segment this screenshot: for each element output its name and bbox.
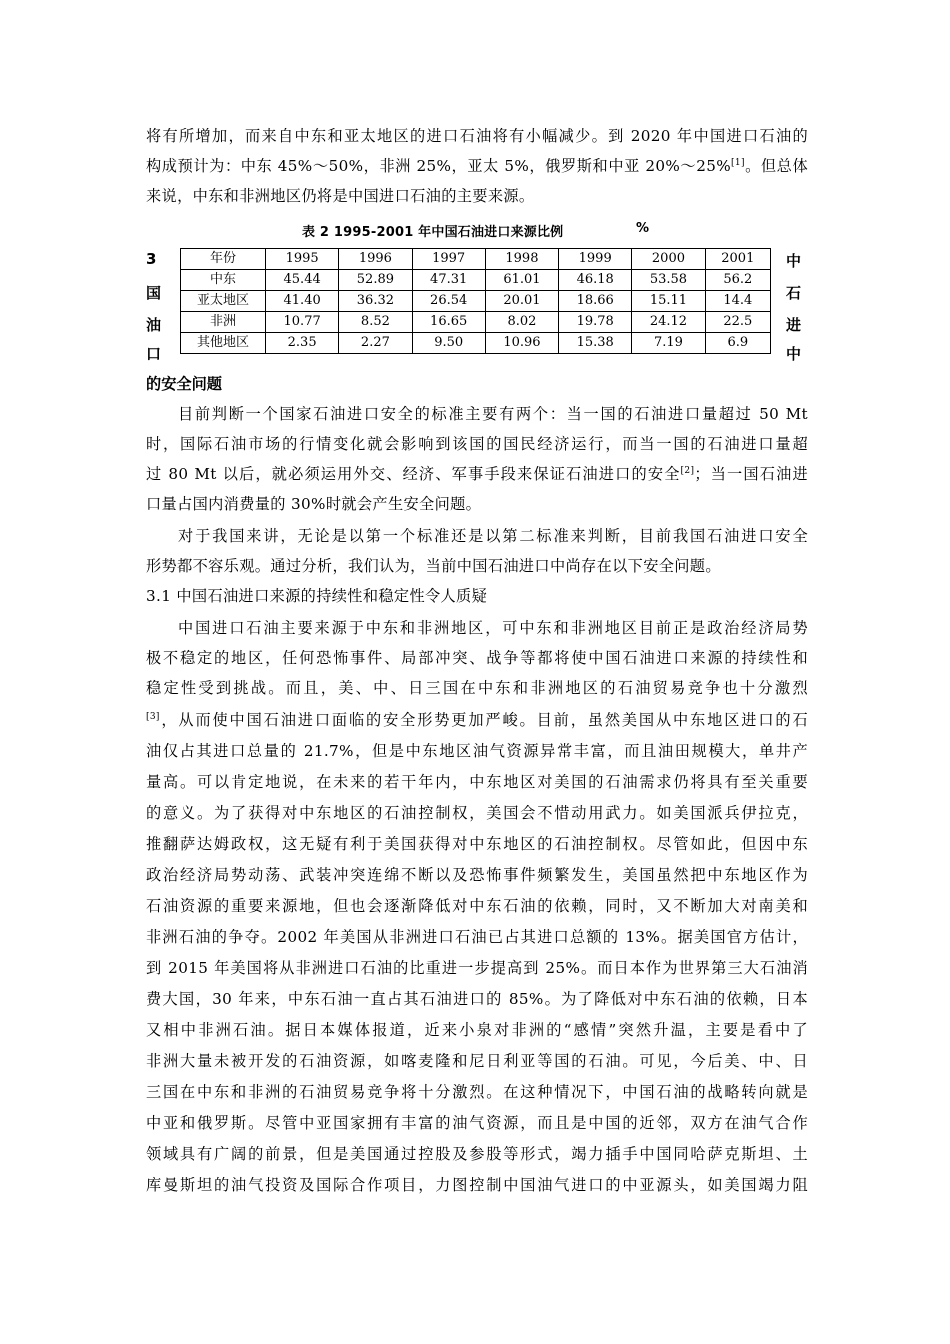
para3-line-15: 非洲大量未被开发的石油资源，如喀麦隆和尼日利亚等国的石油。可见，今后美、中、日	[146, 1052, 808, 1070]
table-cell: 7.19	[632, 333, 705, 354]
table-cell: 8.52	[339, 312, 412, 333]
table-cell: 2.27	[339, 333, 412, 354]
para3-line-12: 到 2015 年美国将从非洲进口石油的比重进一步提高到 25%。而日本作为世界第三大石油消	[146, 959, 808, 977]
table-row	[181, 291, 771, 312]
table-header-cell: 年份	[181, 249, 266, 270]
subheading-3-1: 3.1 中国石油进口来源的持续性和稳定性令人质疑	[146, 587, 488, 605]
table-cell: 46.18	[559, 270, 632, 291]
table-cell: 亚太地区	[181, 291, 266, 312]
table-cell: 15.11	[632, 291, 705, 312]
table-header-cell: 2001	[705, 249, 770, 270]
para3-line-14: 又相中非洲石油。据日本媒体报道，近来小泉对非洲的“感情”突然升温，主要是看中了	[146, 1021, 808, 1039]
table-cell: 61.01	[485, 270, 558, 291]
para3-line-6: 量高。可以肯定地说，在未来的若干年内，中东地区对美国的石油需求仍将具有至关重要	[146, 773, 808, 791]
table-cell: 56.2	[705, 270, 770, 291]
table-cell: 10.77	[266, 312, 339, 333]
para2-line-1: 对于我国来讲，无论是以第一个标准还是以第二标准来判断，目前我国石油进口安全	[178, 527, 808, 545]
heading-char-right-3: 进	[786, 316, 802, 334]
para3-line-4-text: ，从而使中国石油进口面临的安全形势更加严峻。目前，虽然美国从中东地区进口的石	[159, 711, 808, 729]
intro-line-2-text: 构成预计为：中东 45%～50%，非洲 25%，亚太 5%，俄罗斯和中亚 20%～25%	[146, 157, 732, 175]
para3-line-2: 极不稳定的地区，任何恐怖事件、局部冲突、战争等都将使中国石油进口来源的持续性和	[146, 649, 808, 667]
table-cell: 26.54	[412, 291, 485, 312]
table-cell: 36.32	[339, 291, 412, 312]
table-header-cell: 1996	[339, 249, 412, 270]
table-header-cell: 1999	[559, 249, 632, 270]
table-header-cell: 2000	[632, 249, 705, 270]
para3-line-1: 中国进口石油主要来源于中东和非洲地区，可中东和非洲地区目前正是政治经济局势	[178, 619, 808, 637]
para1-line-3	[146, 464, 808, 484]
heading-char-left-4: 口	[146, 345, 162, 363]
table-cell: 45.44	[266, 270, 339, 291]
section-heading-tail: 的安全问题	[146, 375, 222, 393]
para3-line-13: 费大国，30 年来，中东石油一直占其石油进口的 85%。为了降低对中东石油的依赖，日本	[146, 990, 808, 1008]
table-cell: 10.96	[485, 333, 558, 354]
table-cell: 中东	[181, 270, 266, 291]
heading-char-right-4: 中	[786, 345, 802, 363]
heading-char-right-2: 石	[786, 284, 802, 302]
table-cell: 53.58	[632, 270, 705, 291]
oil-import-source-table	[180, 248, 771, 354]
para1-line-1: 目前判断一个国家石油进口安全的标准主要有两个：当一国的石油进口量超过 50 Mt	[178, 405, 808, 423]
para3-line-19: 库曼斯坦的油气投资及国际合作项目，力图控制中国油气进口的中亚源头，如美国竭力阻	[146, 1176, 808, 1194]
table-cell: 24.12	[632, 312, 705, 333]
table-cell: 9.50	[412, 333, 485, 354]
table-cell: 22.5	[705, 312, 770, 333]
table-cell: 16.65	[412, 312, 485, 333]
table-cell: 其他地区	[181, 333, 266, 354]
table-header-cell: 1995	[266, 249, 339, 270]
para3-line-7: 的意义。为了获得对中东地区的石油控制权，美国会不惜动用武力。如美国派兵伊拉克，	[146, 804, 808, 822]
para3-line-10: 石油资源的重要来源地，但也会逐渐降低对中东石油的依赖，同时，又不断加大对南美和	[146, 897, 808, 915]
citation-ref-3: [3]	[146, 712, 160, 722]
table-cell: 14.4	[705, 291, 770, 312]
table-caption	[302, 221, 650, 240]
table-unit: %	[636, 221, 650, 236]
table-cell: 47.31	[412, 270, 485, 291]
table-cell: 非洲	[181, 312, 266, 333]
para2-line-2: 形势都不容乐观。通过分析，我们认为，当前中国石油进口中尚存在以下安全问题。	[146, 557, 721, 575]
para3-line-4	[146, 710, 808, 730]
para1-line-3-text: 过 80 Mt 以后，就必须运用外交、经济、军事手段来保证石油进口的安全	[146, 465, 681, 483]
heading-char-left-1: 3	[146, 250, 157, 268]
para1-line-3-tail: ；当一国石油进	[694, 465, 809, 483]
para3-line-3: 稳定性受到挑战。而且，美、中、日三国在中东和非洲地区的石油贸易竞争也十分激烈	[146, 679, 808, 697]
table-cell: 41.40	[266, 291, 339, 312]
para1-line-2: 时，国际石油市场的行情变化就会影响到该国的国民经济运行，而当一国的石油进口量超	[146, 435, 808, 453]
table-row	[181, 333, 771, 354]
table-caption-text: 表 2 1995-2001 年中国石油进口来源比例	[302, 225, 564, 240]
table-cell: 6.9	[705, 333, 770, 354]
citation-ref-2: [2]	[680, 466, 695, 476]
intro-line-1: 将有所增加，而来自中东和亚太地区的进口石油将有小幅减少。到 2020 年中国进口石油的	[146, 127, 808, 145]
table-cell: 2.35	[266, 333, 339, 354]
table-header-cell: 1997	[412, 249, 485, 270]
intro-line-2	[146, 156, 808, 176]
para3-line-18: 领域具有广阔的前景，但是美国通过控股及参股等形式，竭力插手中国同哈萨克斯坦、土	[146, 1145, 808, 1163]
table-cell: 15.38	[559, 333, 632, 354]
intro-line-3: 来说，中东和非洲地区仍将是中国进口石油的主要来源。	[146, 187, 535, 205]
table-cell: 52.89	[339, 270, 412, 291]
table-cell: 19.78	[559, 312, 632, 333]
heading-char-left-3: 油	[146, 316, 162, 334]
intro-line-2-tail: 。但总体	[744, 157, 808, 175]
para1-line-4: 口量占国内消费量的 30%时就会产生安全问题。	[146, 495, 482, 513]
para3-line-16: 三国在中东和非洲的石油贸易竞争将十分激烈。在这种情况下，中国石油的战略转向就是	[146, 1083, 808, 1101]
para3-line-5: 油仅占其进口总量的 21.7%，但是中东地区油气资源异常丰富，而且油田规模大，单井产	[146, 742, 808, 760]
table-header-row	[181, 249, 771, 270]
heading-char-right-1: 中	[786, 252, 802, 270]
table-row	[181, 270, 771, 291]
table-cell: 18.66	[559, 291, 632, 312]
para3-line-11: 非洲石油的争夺。2002 年美国从非洲进口石油已占其进口总额的 13%。据美国官方估计，	[146, 928, 808, 946]
heading-char-left-2: 国	[146, 284, 162, 302]
para3-line-17: 中亚和俄罗斯。尽管中亚国家拥有丰富的油气资源，而且是中国的近邻，双方在油气合作	[146, 1114, 808, 1132]
citation-ref-1: [1]	[731, 158, 745, 168]
table-row	[181, 312, 771, 333]
table-cell: 8.02	[485, 312, 558, 333]
para3-line-8: 推翻萨达姆政权，这无疑有利于美国获得对中东地区的石油控制权。尽管如此，但因中东	[146, 835, 808, 853]
table-cell: 20.01	[485, 291, 558, 312]
para3-line-9: 政治经济局势动荡、武装冲突连绵不断以及恐怖事件频繁发生，美国虽然把中东地区作为	[146, 866, 808, 884]
table-header-cell: 1998	[485, 249, 558, 270]
